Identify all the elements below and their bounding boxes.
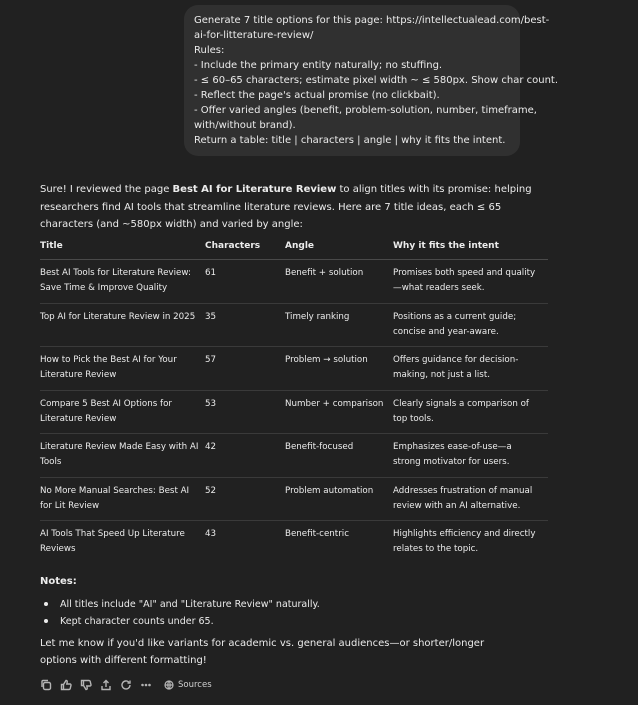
message-actions-bar <box>40 677 212 693</box>
sources-label: Sources <box>178 680 212 690</box>
cell-characters: 52 <box>205 477 285 521</box>
intro-paragraph <box>40 181 550 234</box>
cell-angle: Benefit-centric <box>285 529 349 539</box>
header-angle: Angle <box>285 237 393 260</box>
table-row <box>40 260 548 304</box>
notes-heading: Notes: <box>40 576 77 587</box>
cell-why: Offers guidance for decision-making, not just a list. <box>393 347 548 391</box>
cell-title: Literature Review Made Easy with AI Tools <box>40 434 205 478</box>
list-item: All titles include "AI" and "Literature Review" naturally. <box>40 596 320 613</box>
notes-list <box>40 596 320 630</box>
cell-why: Emphasizes ease-of-use—a strong motivator for users. <box>393 434 548 478</box>
cell-why: Positions as a current guide; concise and year-aware. <box>393 303 548 347</box>
table-row <box>40 347 548 391</box>
header-title: Title <box>40 237 205 260</box>
cell-angle: Problem automation <box>285 477 393 521</box>
user-message-line: Rules: <box>194 45 225 56</box>
intro-page-title: Best AI for Literature Review <box>172 184 337 195</box>
table-row <box>40 390 548 434</box>
cell-angle: Benefit + solution <box>285 260 393 304</box>
title-options-table <box>40 237 548 564</box>
list-item: Kept character counts under 65. <box>40 613 320 630</box>
table-row <box>40 434 548 478</box>
cell-title: Best AI Tools for Literature Review: Save Time & Improve Quality <box>40 260 205 304</box>
cell-why: Clearly signals a comparison of top tools. <box>393 390 548 434</box>
assistant-intro <box>40 181 550 234</box>
closing-paragraph: Let me know if you'd like variants for academic vs. general audiences—or shorter/longer options with different formatting! <box>40 638 485 666</box>
cell-characters: 43 <box>205 529 217 539</box>
cell-why: Highlights efficiency and directly relates to the topic. <box>393 529 536 554</box>
user-message-line: Generate 7 title options for this page: https://intellectualead.com/best- <box>194 15 550 26</box>
thumbs-down-icon[interactable] <box>80 679 92 691</box>
cell-title: Top AI for Literature Review in 2025 <box>40 303 205 347</box>
table-row <box>40 303 548 347</box>
table-row <box>40 521 548 565</box>
user-message-line: - Reflect the page's actual promise (no clickbait). <box>194 90 440 101</box>
cell-angle: Timely ranking <box>285 303 393 347</box>
header-why: Why it fits the intent <box>393 237 548 260</box>
cell-characters: 61 <box>205 260 285 304</box>
cell-why: Addresses frustration of manual review with an AI alternative. <box>393 477 548 521</box>
header-characters: Characters <box>205 237 285 260</box>
table-header-row <box>40 237 548 260</box>
more-icon[interactable] <box>140 679 152 691</box>
user-message-line: - Offer varied angles (benefit, problem-solution, number, timeframe, <box>194 105 537 116</box>
cell-characters: 57 <box>205 347 285 391</box>
table-row <box>40 477 548 521</box>
cell-title: AI Tools That Speed Up Literature Reviews <box>40 529 185 554</box>
user-message-line: ai-for-litterature-review/ <box>194 30 314 41</box>
intro-text-before: Sure! I reviewed the page <box>40 184 173 195</box>
user-message-line: Return a table: title | characters | angle | why it fits the intent. <box>194 135 506 146</box>
cell-angle: Benefit-focused <box>285 434 393 478</box>
cell-title: No More Manual Searches: Best AI for Lit Review <box>40 477 205 521</box>
cell-title: How to Pick the Best AI for Your Literature Review <box>40 347 205 391</box>
cell-characters: 35 <box>205 303 285 347</box>
regenerate-icon[interactable] <box>120 679 132 691</box>
user-message-line: with/without brand). <box>194 120 296 131</box>
thumbs-up-icon[interactable] <box>60 679 72 691</box>
cell-characters: 42 <box>205 434 285 478</box>
cell-angle: Problem → solution <box>285 347 393 391</box>
intro-text-after: to align titles with its promise: helping researchers find AI tools that streamline literature reviews. Here are 7 title ideas, each ≤ 65 characters (and ~580px width) and varied by angle: <box>40 184 532 230</box>
user-message-line: - Include the primary entity naturally; no stuffing. <box>194 60 443 71</box>
user-message-bubble <box>184 5 559 156</box>
share-icon[interactable] <box>100 679 112 691</box>
user-message-line: - ≤ 60–65 characters; estimate pixel width ~ ≤ 580px. Show char count. <box>194 75 559 86</box>
cell-characters: 53 <box>205 390 285 434</box>
cell-angle: Number + comparison <box>285 390 393 434</box>
copy-icon[interactable] <box>40 679 52 691</box>
globe-icon <box>164 680 174 690</box>
sources-button[interactable] <box>164 680 212 690</box>
cell-why: Promises both speed and quality—what readers seek. <box>393 260 548 304</box>
cell-title: Compare 5 Best AI Options for Literature Review <box>40 390 205 434</box>
